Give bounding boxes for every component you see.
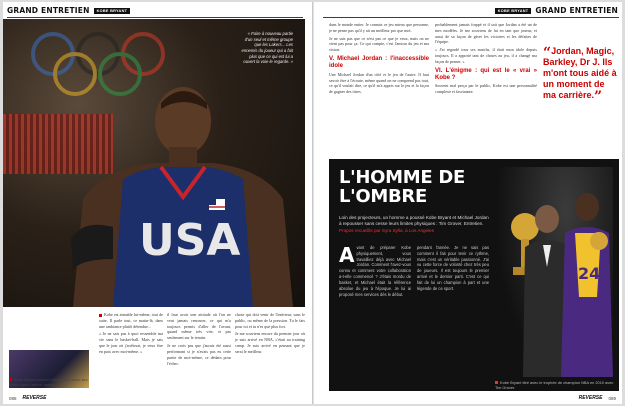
right-col-2: probablement jamais frappé et il sait que Jordan a été un de mes modèles. Je me souviens de lui en tant que joueur, et aussi de sa façon de gérer les victoires et les défaites de l'équipe. « J'ai regardé tous ses matchs, il était mon idole depuis toujours. Il a apporté tant de choses au jeu, il a changé ma façon de penser. » VI. L'énigme : qui est le « vrai » Kobe ? Souvent mal perçu par le public, Kobe est une personnalité complexe et fascinante. [435, 22, 537, 95]
box-intro: Loin des projecteurs, un homme a poussé Kobe Bryant et Michael Jordan à repousser sans cesse leurs limites physiques : Tim Grover. Entretien. Propos recueillis par Syra Sylla, à Los Angeles [339, 215, 489, 233]
page-gutter [312, 2, 314, 404]
left-col-2: il faut avoir une attitude où l'on ne veut jamais renoncer, ce qui m'a toujours permis d'aller de l'avant, quand même très vite, et pas seulement sur le terrain. Je ne crois pas que j'aurais été aussi performant si je n'avais pas eu cette partie de moi-même, ce dédain pour l'échec. [167, 312, 231, 366]
section-tag: KOBE BRYANT [94, 8, 131, 14]
photo-quote: « Faire à nouveau partie d'un seul et même groupe que les Lakers... Les ennemis du joueur qui a fait plus que ce qui est lui a ouvert la voie le regarde. » [241, 31, 293, 65]
page-number: 089 [608, 395, 616, 401]
left-col-3: chose qui doit venir de l'intérieur, sans le public, ou même de la pression. Tu le fais pour toi et tu n'es que plus fort. Je me souviens encore du premier jour où je suis arrivé en NBA, c'était au training camp. Je suis arrivé en pensant que je serai le meilleur. [235, 312, 305, 354]
pull-quote: “Jordan, Magic, Barkley, Dr J. Ils m'ont tous aidé à un moment de ma carrière.” [543, 45, 617, 105]
svg-text:24: 24 [578, 264, 601, 283]
caption-square [495, 381, 498, 384]
sidebar-interview-box [329, 159, 619, 391]
drop-cap: A [339, 245, 355, 267]
right-col-1: dans le monde entier. Je connais ce jeu mieux que personne, je ne pense pas qu'il y ait un meilleur pro que moi. Je ne sais pas que ce n'est pas ce que je veux, mais on ne vient pas pour ça. Ce qui compte, c'est l'amour du jeu et ma vision. V. Michael Jordan : l'inaccessible idole Une Michael Jordan d'un côté et le jeu de l'autre. Il faut savoir être à l'écoute, même quand on ne comprend pas tout, ce qu'il voulait dire, ce qu'il m'a appris sur le jeu et la façon de gagner des titres. [329, 22, 429, 95]
section-title: GRAND ENTRETIEN [7, 6, 90, 15]
kobe-photo [3, 19, 305, 307]
left-page-header [7, 5, 134, 16]
section-heading-v: V. Michael Jordan : l'inaccessible idole [329, 56, 429, 69]
right-footer [579, 395, 616, 401]
box-credit: Propos recueillis par Syra Sylla, à Los Angeles [339, 227, 434, 233]
bullet-square [99, 314, 102, 317]
section-title: GRAND ENTRETIEN [535, 6, 618, 15]
open-quote-icon: “ [543, 45, 552, 61]
magazine-spread [3, 2, 622, 404]
left-col-1: Kobe est aimable lui-même, tout de suite. Il parle tout, ce matin-là, dans une ambiance plutôt détendue... « Je ne sais pas à quoi ressemble ma vie sans le basket-ball. Mais je sais que le jour où j'arrêterai, je veux être en paix avec moi-même. » [99, 312, 163, 354]
box-photo-caption: Kobe Bryant titré avec le trophée de champion NBA en 2010 avec Tim Grover. [495, 380, 614, 391]
magazine-name: REVERSE [22, 395, 47, 401]
left-photo-caption: Kobe Bryant toujours instant seul avec ses rivaux avec Lebron James. [9, 377, 88, 388]
trophy-scene [495, 167, 613, 377]
box-col-1: Avant de préparer Kobe physiquement, vous travailliez déjà avec Michael Jordan. Comment l'avez-vous connu et comment votre collaboration a-t-elle commencé ? J'étais mordu de basket, et Michael était la référence absolue du jeu à l'époque. Je lui ai proposé mes services dès le début. [339, 245, 411, 297]
close-quote-icon: ” [594, 88, 603, 105]
svg-text:USA: USA [139, 215, 241, 266]
page-number: 088 [9, 395, 17, 401]
left-footer [9, 395, 46, 401]
header-rule [7, 17, 303, 18]
box-title: L'HOMME DE L'OMBRE [339, 167, 465, 207]
magazine-name: REVERSE [578, 395, 603, 401]
kobe-grover-trophy-photo [495, 167, 613, 377]
section-tag: KOBE BRYANT [495, 8, 532, 14]
player-silhouette [43, 59, 305, 307]
section-heading-vi: VI. L'énigme : qui est le « vrai » Kobe ? [435, 67, 537, 81]
box-col-2: pendant l'année. Je ne sais pas comment il fait pour tenir ce rythme, mais c'est un véritable passionné. J'ai vu cette force de volonté chez très peu de joueurs. Il est toujours le premier arrivé et le dernier parti. C'est ce qui fait de lui un champion à part et une légende de ce sport. [417, 245, 489, 291]
right-page-header [491, 5, 618, 16]
caption-square [9, 378, 12, 381]
header-rule [323, 17, 619, 18]
